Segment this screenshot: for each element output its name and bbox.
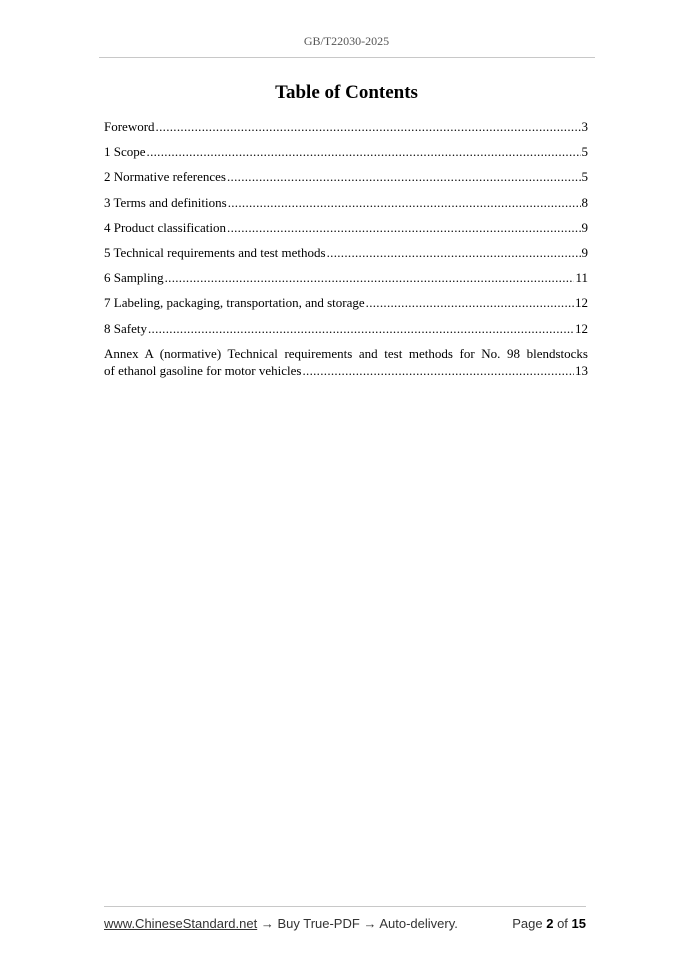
toc-entry-label: 1 Scope xyxy=(104,144,146,160)
arrow-right-icon: → xyxy=(363,916,377,931)
toc-entry-page: 5 xyxy=(581,169,588,185)
page-of: of xyxy=(557,916,568,931)
toc-entry-safety[interactable] xyxy=(104,320,588,337)
toc-entry-page: 12 xyxy=(575,295,588,311)
website-link[interactable]: www.ChineseStandard.net xyxy=(104,916,258,931)
toc-entry-label: 5 Technical requirements and test methods xyxy=(104,244,326,260)
toc-entry-label: 3 Terms and definitions xyxy=(104,194,227,210)
toc-entry-normative-references[interactable] xyxy=(104,168,588,185)
page-total: 15 xyxy=(571,916,586,931)
toc-entry-terms-definitions[interactable] xyxy=(104,194,588,211)
toc-entry-product-classification[interactable] xyxy=(104,219,588,236)
page-title: Table of Contents xyxy=(275,82,418,103)
toc-entry-page: 5 xyxy=(581,144,588,160)
toc-entry-technical-requirements[interactable] xyxy=(104,244,588,261)
table-of-contents xyxy=(104,118,588,387)
toc-dot-leader xyxy=(302,362,574,379)
toc-dot-leader xyxy=(227,168,581,185)
toc-entry-page: 8 xyxy=(581,194,588,210)
toc-entry-label: 7 Labeling, packaging, transportation, and storage xyxy=(104,295,365,311)
toc-dot-leader xyxy=(165,269,575,286)
toc-entry-page: 12 xyxy=(575,320,588,336)
toc-entry-page: 11 xyxy=(575,270,588,286)
toc-dot-leader xyxy=(227,219,580,236)
toc-dot-leader xyxy=(147,143,581,160)
header-divider xyxy=(99,57,595,58)
buy-pdf-text: Buy True-PDF xyxy=(277,916,360,931)
arrow-right-icon: → xyxy=(260,916,274,931)
auto-delivery-text: Auto-delivery. xyxy=(379,916,458,931)
toc-dot-leader xyxy=(366,294,574,311)
page-number xyxy=(512,916,586,931)
toc-entry-sampling[interactable] xyxy=(104,269,588,286)
toc-entry-label-line1: Annex A (normative) Technical requirements and test methods for No. 98 blendstocks xyxy=(104,345,588,361)
toc-entry-page: 9 xyxy=(581,244,588,260)
page-label: Page xyxy=(512,916,543,931)
document-header: GB/T22030-2025 xyxy=(303,34,390,48)
page-current: 2 xyxy=(546,916,554,931)
toc-entry-label-line2: of ethanol gasoline for motor vehicles xyxy=(104,362,302,378)
toc-dot-leader xyxy=(327,244,581,261)
toc-entry-page: 9 xyxy=(581,219,588,235)
toc-dot-leader xyxy=(156,118,581,135)
toc-entry-label: 6 Sampling xyxy=(104,270,164,286)
toc-entry-label: 2 Normative references xyxy=(104,169,226,185)
toc-entry-labeling-packaging[interactable] xyxy=(104,294,588,311)
footer-divider xyxy=(104,906,586,907)
toc-entry-scope[interactable] xyxy=(104,143,588,160)
toc-entry-foreword[interactable] xyxy=(104,118,588,135)
toc-entry-label: 4 Product classification xyxy=(104,219,227,235)
page-footer xyxy=(104,916,586,931)
toc-entry-page: 13 xyxy=(575,362,588,378)
toc-dot-leader xyxy=(148,320,574,337)
footer-promo xyxy=(104,916,458,931)
toc-entry-annex-a[interactable] xyxy=(104,345,588,379)
toc-dot-leader xyxy=(228,194,581,211)
toc-entry-label: Foreword xyxy=(104,119,155,134)
toc-entry-page: 3 xyxy=(581,119,588,134)
toc-entry-label: 8 Safety xyxy=(104,320,147,336)
